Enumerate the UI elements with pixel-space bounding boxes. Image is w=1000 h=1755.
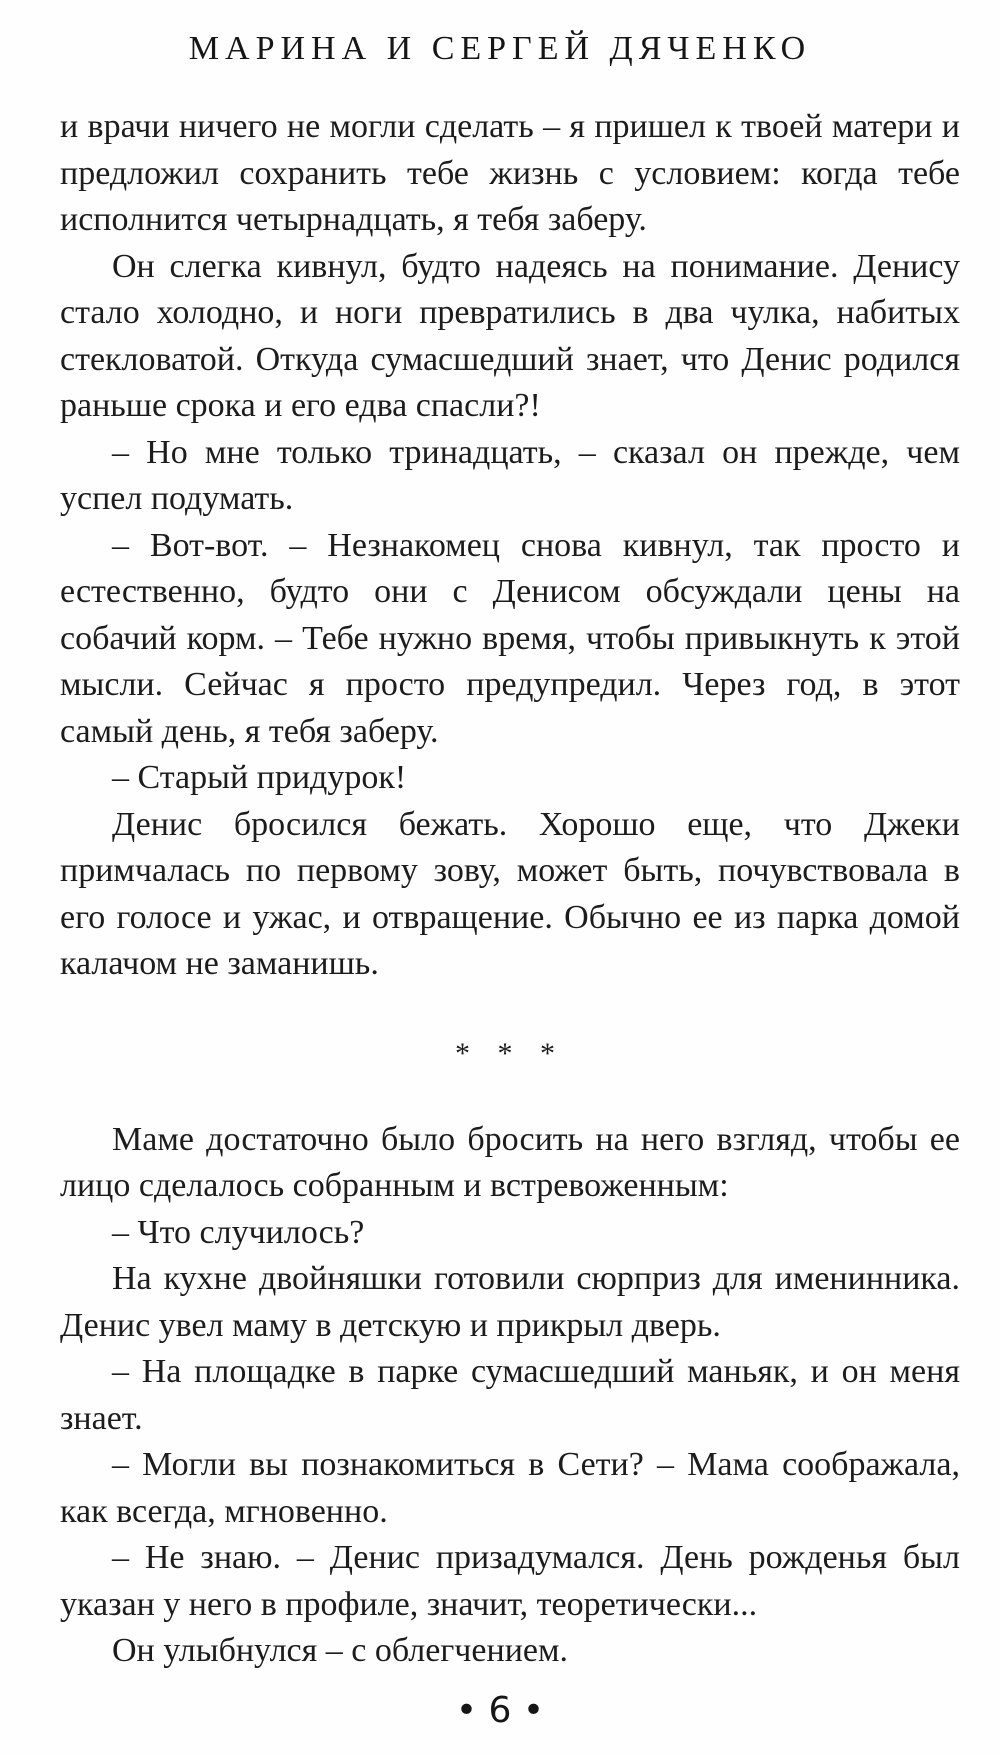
- dialogue-line: – Но мне только тринадцать, – сказал он прежде, чем успел подумать.: [60, 433, 960, 517]
- paragraph: Денис бросился бежать. Хорошо еще, что Джеки примчалась по первому зову, может быть, почувствовала в его голосе и ужас, и отвращение. Обычно ее из парка домой калачом не заманишь.: [60, 805, 960, 982]
- dialogue-line: – Не знаю. – Денис призадумался. День рожденья был указан у него в профиле, значит, теоретически...: [60, 1539, 960, 1623]
- main-text: [60, 104, 960, 1675]
- running-head-author: МАРИНА И СЕРГЕЙ ДЯЧЕНКО: [188, 30, 812, 67]
- dialogue-line: – Вот-вот. – Незнакомец снова кивнул, так просто и естественно, будто они с Денисом обсуждали цены на собачий корм. – Тебе нужно время, чтобы привыкнуть к этой мысли. Сейчас я просто предупредил. Через год, в этот самый день, я тебя заберу.: [60, 526, 960, 750]
- dialogue-line: – На площадке в парке сумасшедший маньяк, и он меня знает.: [60, 1353, 960, 1437]
- dialogue-line: – Старый придурок!: [112, 759, 407, 796]
- section-break: * * *: [455, 1036, 565, 1070]
- paragraph: Он слегка кивнул, будто надеясь на понимание. Денису стало холодно, и ноги превратились в два чулка, набитых стекловатой. Откуда сумасшедший знает, что Денис родился раньше срока и его едва спасли?!: [60, 247, 960, 424]
- paragraph: и врачи ничего не могли сделать – я пришел к твоей матери и предложил сохранить тебе жизнь с условием: когда тебе исполнится четырнадцать, я тебя заберу.: [60, 108, 960, 238]
- dialogue-line: – Могли вы познакомиться в Сети? – Мама соображала, как всегда, мгновенно.: [60, 1446, 960, 1530]
- paragraph: На кухне двойняшки готовили сюрприз для именинника. Денис увел маму в детскую и прикрыл дверь.: [60, 1260, 960, 1344]
- dialogue-line: – Что случилось?: [112, 1213, 365, 1251]
- paragraph: Он улыбнулся – с облегчением.: [112, 1632, 568, 1669]
- paragraph: Маме достаточно было бросить на него взгляд, чтобы ее лицо сделалось собранным и встревоженным:: [60, 1120, 960, 1204]
- page-number: • 6 •: [455, 1690, 545, 1731]
